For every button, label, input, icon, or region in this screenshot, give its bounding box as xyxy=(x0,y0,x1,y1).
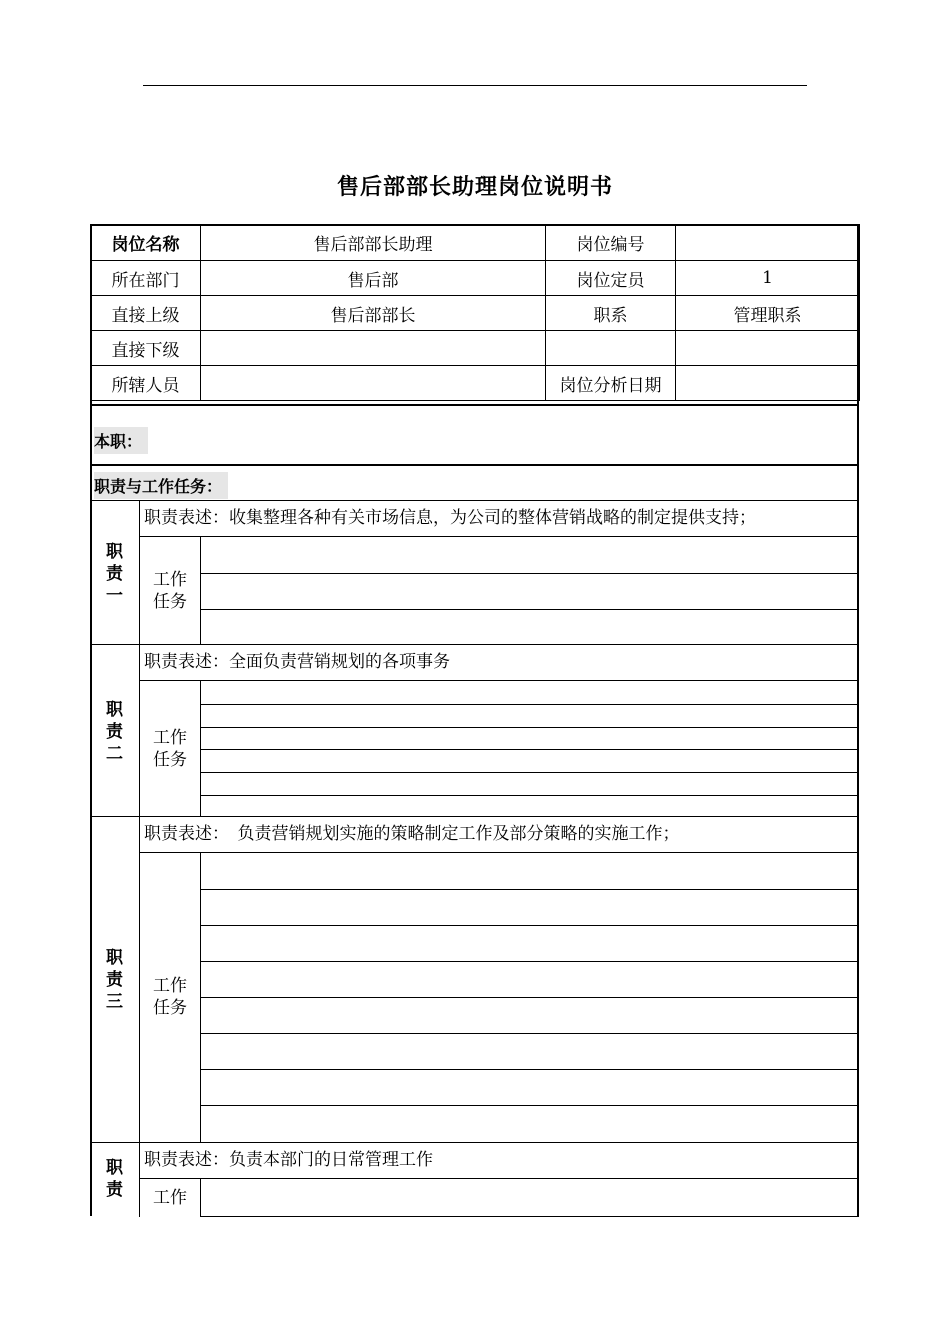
duty-1-description: 职责表述：收集整理各种有关市场信息，为公司的整体营销战略的制定提供支持； xyxy=(140,501,859,537)
duty-4-task-label: 工作 xyxy=(153,1188,187,1208)
duty-1-task-label: 工作 任务 xyxy=(153,570,187,612)
duty-2-label: 职 责 二 xyxy=(106,700,123,764)
label-department: 所在部门 xyxy=(91,261,201,296)
task-row xyxy=(201,749,859,750)
value-staff xyxy=(201,366,546,401)
task-row xyxy=(201,925,859,926)
blank-cell xyxy=(676,331,860,366)
header-rule xyxy=(143,85,807,86)
duty-4-description: 职责表述：负责本部门的日常管理工作 xyxy=(140,1143,859,1179)
value-headcount: 1 xyxy=(676,261,860,296)
section-divider xyxy=(90,464,859,466)
label-job-family: 职系 xyxy=(546,296,676,331)
duty-3-task-label: 工作 任务 xyxy=(153,976,187,1018)
label-superior: 直接上级 xyxy=(91,296,201,331)
job-description-form xyxy=(90,224,859,1216)
label-headcount: 岗位定员 xyxy=(546,261,676,296)
basic-info-table xyxy=(90,224,860,401)
value-subordinate xyxy=(201,331,546,366)
duty-2-description: 职责表述：全面负责营销规划的各项事务 xyxy=(140,645,859,681)
task-row xyxy=(201,704,859,705)
section-divider xyxy=(90,404,859,406)
duty-3-label: 职 责 三 xyxy=(106,948,123,1012)
task-row xyxy=(201,772,859,773)
label-position-name: 岗位名称 xyxy=(91,225,201,261)
blank-cell xyxy=(546,331,676,366)
task-row xyxy=(201,727,859,728)
duty-1-label: 职 责 一 xyxy=(106,542,123,606)
task-row xyxy=(201,609,859,610)
label-position-no: 岗位编号 xyxy=(546,225,676,261)
task-row xyxy=(201,961,859,962)
label-analysis-date: 岗位分析日期 xyxy=(546,366,676,401)
task-row xyxy=(201,889,859,890)
task-row xyxy=(201,795,859,796)
task-row xyxy=(201,997,859,998)
duty-4-label: 职 责 xyxy=(106,1158,123,1200)
value-position-no xyxy=(676,225,860,261)
task-row xyxy=(201,1216,859,1217)
task-row xyxy=(201,1033,859,1034)
duty-block-4 xyxy=(90,1142,859,1217)
duty-block-1 xyxy=(90,500,859,645)
document-title: 售后部部长助理岗位说明书 xyxy=(336,175,613,200)
task-row xyxy=(201,1069,859,1070)
value-position-name: 售后部部长助理 xyxy=(201,225,546,261)
duty-2-task-label: 工作 任务 xyxy=(153,728,187,770)
task-row xyxy=(201,573,859,574)
value-superior: 售后部部长 xyxy=(201,296,546,331)
duties-header: 职责与工作任务： xyxy=(94,472,228,499)
duty-block-2 xyxy=(90,644,859,817)
duty-block-3 xyxy=(90,816,859,1143)
label-subordinate: 直接下级 xyxy=(91,331,201,366)
value-department: 售后部 xyxy=(201,261,546,296)
label-staff: 所辖人员 xyxy=(91,366,201,401)
main-duty-label: 本职： xyxy=(94,427,148,454)
value-job-family: 管理职系 xyxy=(676,296,860,331)
duty-3-description: 职责表述： 负责营销规划实施的策略制定工作及部分策略的实施工作； xyxy=(140,817,859,853)
task-row xyxy=(201,1105,859,1106)
value-analysis-date xyxy=(676,366,860,401)
